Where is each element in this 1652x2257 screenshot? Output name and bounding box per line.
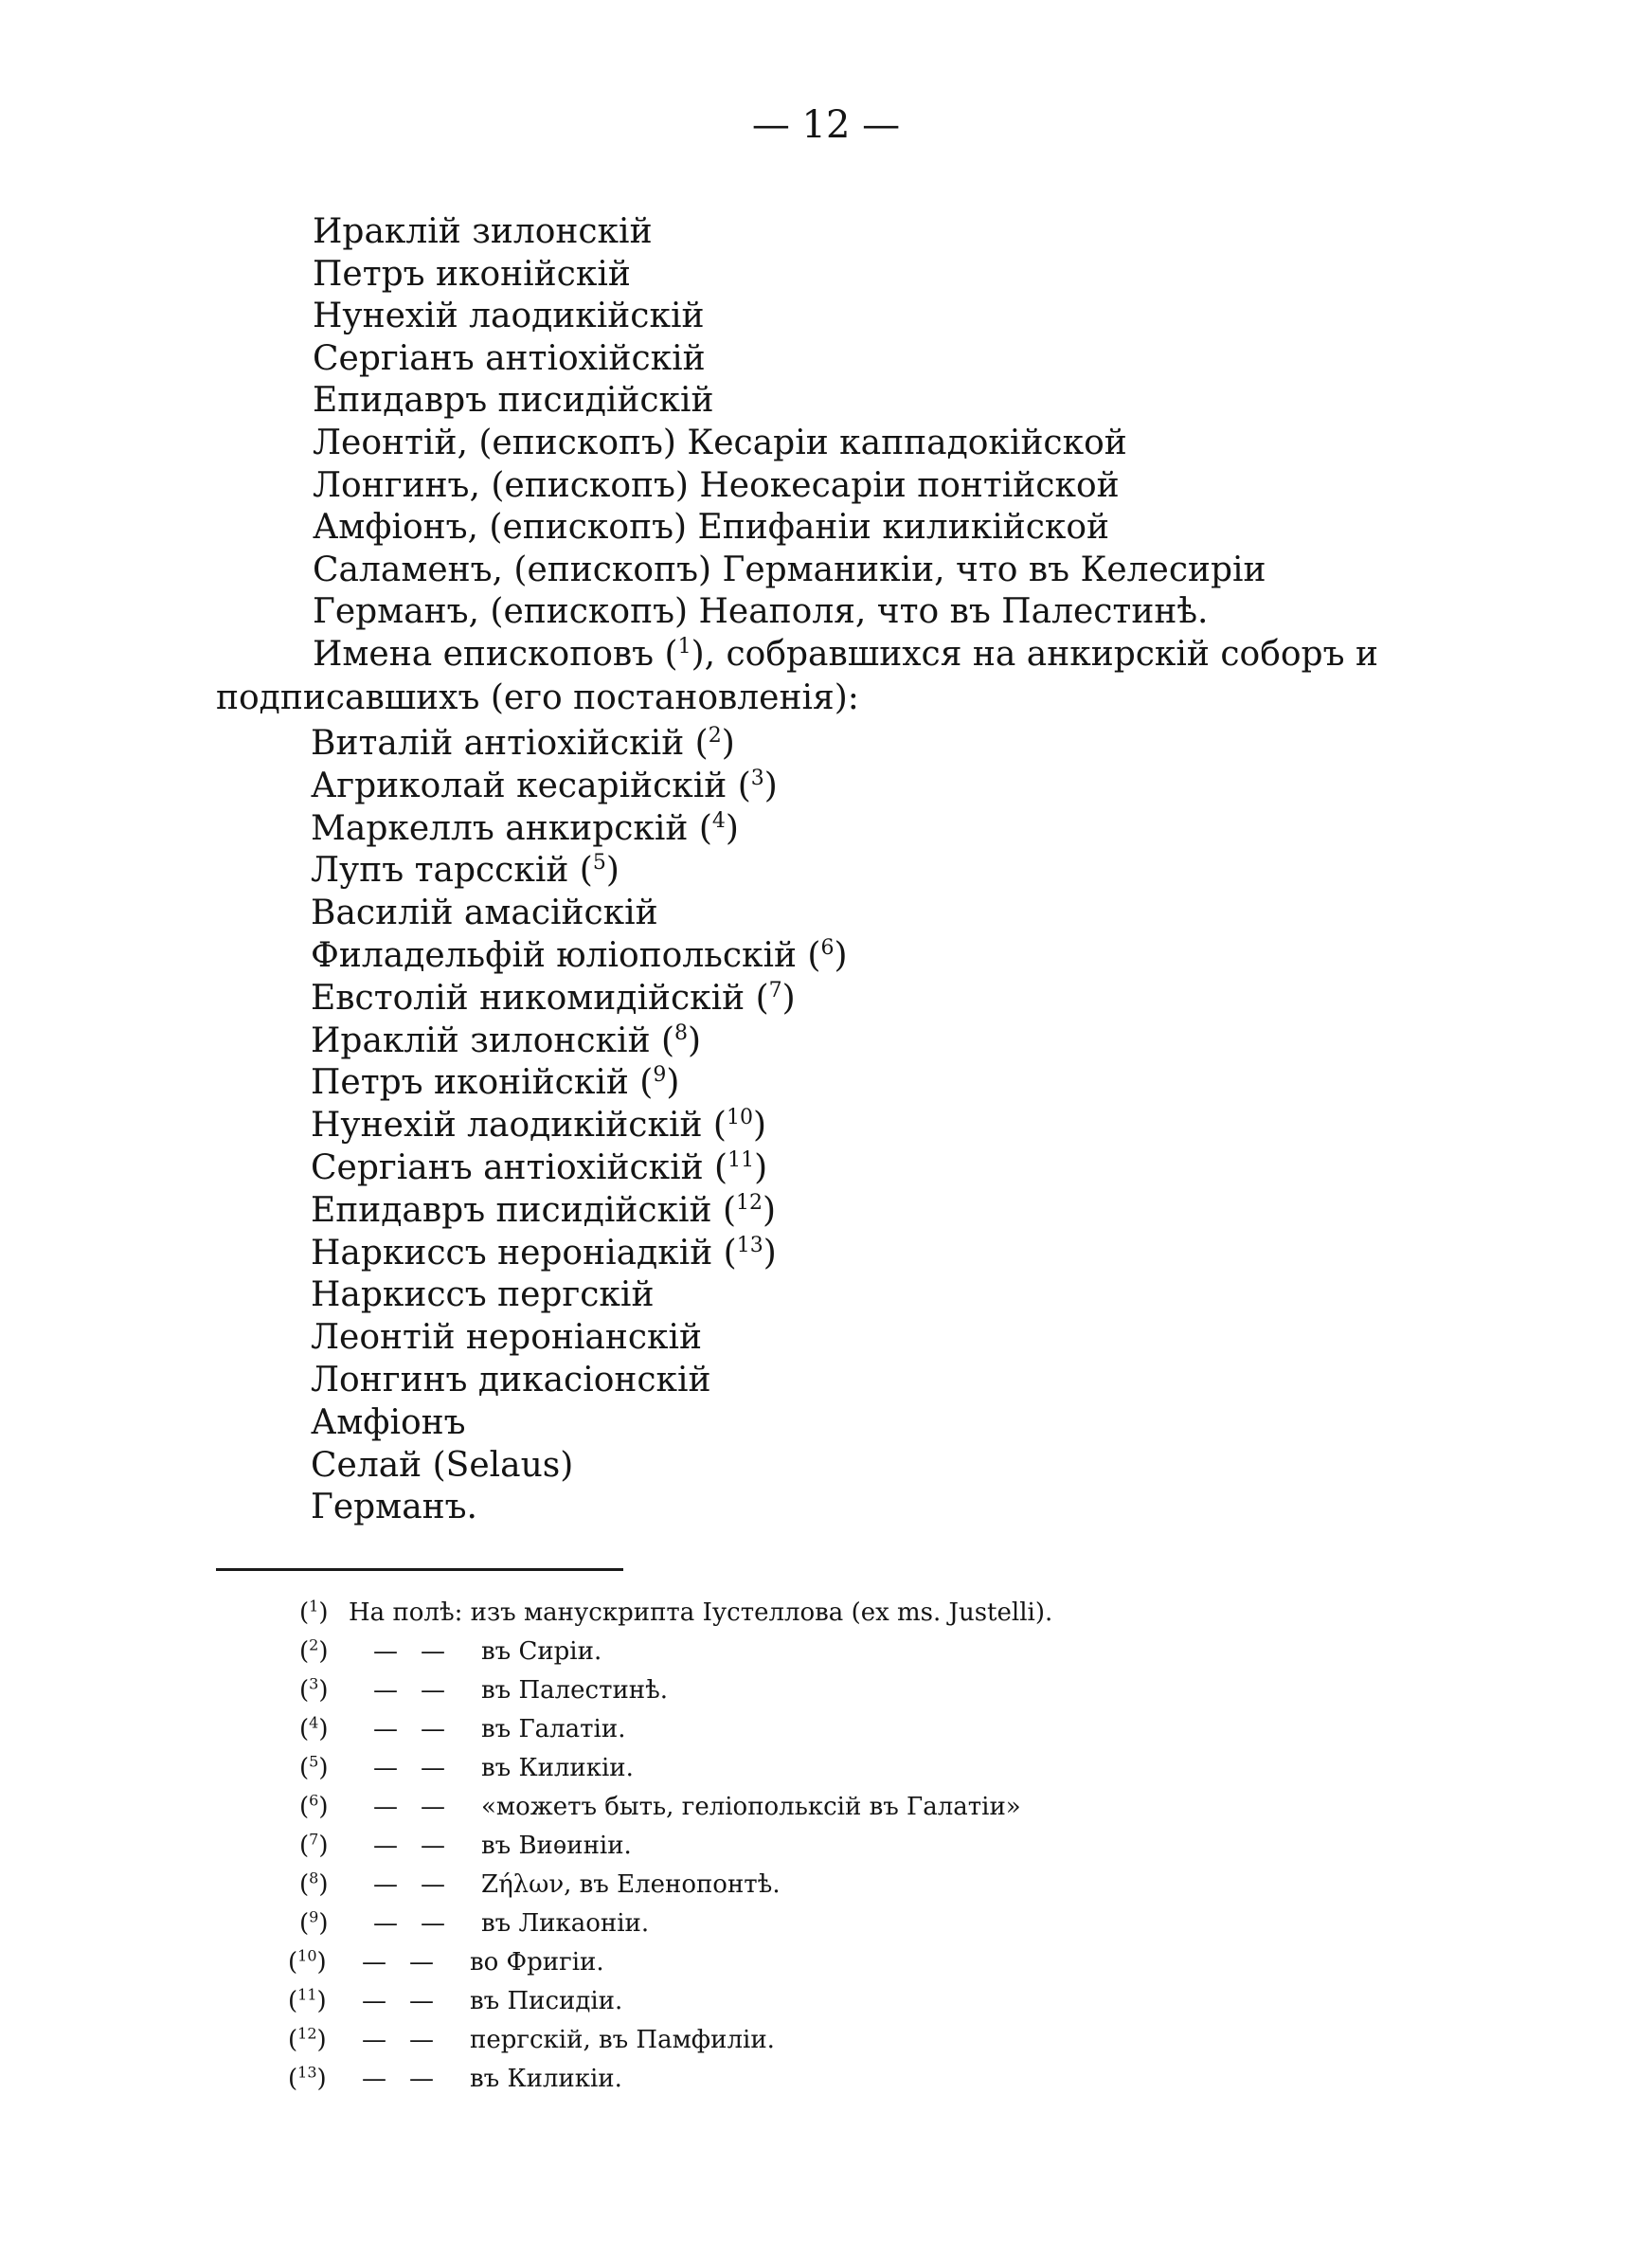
bishop-name: Василій амасійскій (311, 894, 658, 933)
list-bottom-item (311, 934, 848, 978)
footnote-number: 13 (297, 2063, 317, 2082)
footnote-mark (299, 1869, 375, 1900)
footnote-mark (299, 1908, 375, 1939)
footnote-ref: 11 (727, 1148, 755, 1172)
list-bottom-item (311, 1486, 477, 1529)
footnote-text: въ Галатіи. (481, 1715, 626, 1743)
footnote-number: 12 (297, 2024, 317, 2043)
open-paren: ( (299, 1715, 310, 1743)
footnote (299, 1753, 1247, 1783)
footnote-mark (288, 2064, 364, 2094)
closing-paren: ) (763, 1190, 777, 1230)
ditto-dash: — (409, 1987, 434, 2015)
bishop-name: Наркиссъ пергскій (311, 1275, 655, 1315)
closing-paren: ) (721, 724, 735, 763)
footnote-text: пергскій, въ Памфиліи. (470, 2026, 775, 2054)
footnote-ref: 8 (674, 1020, 689, 1045)
footnote-number: 10 (297, 1946, 317, 1965)
ditto-dash: — (362, 2026, 386, 2054)
bishop-name: Сергіанъ антіохійскій ( (311, 1148, 728, 1187)
footnote-mark (299, 1636, 375, 1667)
bishop-name: Наркиссъ нероніадкій ( (311, 1233, 737, 1273)
page-number: — 12 — (751, 103, 901, 147)
ditto-dash: — (373, 1870, 398, 1899)
closing-paren: ) (752, 1106, 767, 1146)
list-top-item: Епидавръ писидійскій (313, 381, 714, 421)
ditto-dash: — (421, 1832, 445, 1860)
open-paren: ( (299, 1870, 310, 1899)
list-top-item: Германъ, (епископъ) Неаполя, что въ Палестинѣ. (313, 592, 1209, 632)
open-paren: ( (299, 1832, 310, 1860)
open-paren: ( (299, 1676, 310, 1705)
footnote-ref: 10 (726, 1106, 753, 1130)
bishop-name: Нунехій лаодикійскій ( (311, 1106, 727, 1146)
ditto-dash: — (409, 2026, 434, 2054)
footnote-ref: 1 (677, 635, 691, 659)
footnote-mark (299, 1753, 375, 1783)
ditto-dash: — (421, 1870, 445, 1899)
footnote-mark (299, 1714, 375, 1744)
paragraph-text: ), собравшихся на анкирскій соборъ и (691, 635, 1378, 674)
bishop-name: Селай (Selaus) (311, 1445, 574, 1485)
footnote-text: Ζήλων, въ Еленопонтѣ. (481, 1870, 781, 1899)
ditto-dash: — (362, 1987, 386, 2015)
footnote-ref: 4 (711, 808, 726, 833)
footnote-mark (288, 2025, 364, 2055)
ditto-dash: — (373, 1909, 398, 1938)
bishop-name: Леонтій нероніанскій (311, 1318, 703, 1358)
footnote (299, 1598, 1247, 1628)
open-paren: ( (299, 1754, 310, 1782)
footnote-ref: 3 (750, 766, 764, 790)
footnote-mark (299, 1792, 375, 1822)
footnote-ref: 9 (653, 1063, 667, 1088)
footnote-number: 1 (309, 1597, 319, 1616)
closing-paren: ) (781, 978, 796, 1018)
list-top-item: Сергіанъ антіохійскій (313, 338, 706, 378)
close-paren: ) (318, 1793, 329, 1821)
closing-paren: ) (688, 1020, 702, 1060)
footnote-text: въ Сиріи. (481, 1637, 602, 1666)
ditto-dash: — (409, 1948, 434, 1977)
footnote (288, 2064, 1235, 2094)
ditto-dash: — (409, 2065, 434, 2093)
list-bottom-item (311, 722, 735, 766)
open-paren: ( (288, 1987, 298, 2015)
paragraph-line-1 (313, 633, 1378, 677)
footnote-number: 6 (309, 1791, 319, 1810)
list-bottom-item (311, 1020, 701, 1063)
ditto-dash: — (373, 1832, 398, 1860)
footnote-text: въ Ликаоніи. (481, 1909, 650, 1938)
open-paren: ( (299, 1637, 310, 1666)
footnote-number: 4 (309, 1713, 319, 1732)
close-paren: ) (316, 2065, 327, 2093)
close-paren: ) (316, 2026, 327, 2054)
ditto-dash: — (421, 1637, 445, 1666)
ditto-dash: — (373, 1793, 398, 1821)
open-paren: ( (299, 1793, 310, 1821)
footnote-ref: 5 (592, 851, 606, 876)
footnote (299, 1869, 1247, 1900)
close-paren: ) (316, 1987, 327, 2015)
bishop-name: Амфіонъ (311, 1402, 466, 1442)
footnote-text: «можетъ быть, геліопольксій въ Галатіи» (481, 1793, 1021, 1821)
footnote-ref: 12 (736, 1190, 763, 1215)
list-bottom-item (311, 1061, 679, 1105)
footnote-number: 8 (309, 1869, 319, 1887)
ditto-dash: — (373, 1754, 398, 1782)
open-paren: ( (288, 2065, 298, 2093)
list-bottom-item (311, 977, 796, 1020)
open-paren: ( (288, 2026, 298, 2054)
bishop-name: Евстолій никомидійскій ( (311, 978, 769, 1018)
footnote (299, 1792, 1247, 1822)
list-top-item: Петръ иконійскій (313, 254, 631, 294)
closing-paren: ) (754, 1148, 768, 1187)
list-top-item: Нунехій лаодикійскій (313, 297, 705, 336)
close-paren: ) (318, 1637, 329, 1666)
bishop-name: Лонгинъ дикасіонскій (311, 1361, 711, 1399)
list-bottom-item (311, 1316, 702, 1360)
footnote-mark (299, 1831, 375, 1861)
ditto-dash: — (421, 1676, 445, 1705)
list-bottom-item (311, 1359, 711, 1402)
footnote-text: во Фригіи. (470, 1948, 604, 1977)
list-top-item: Ираклій зилонскій (313, 212, 653, 251)
footnote-text: въ Киликіи. (470, 2065, 622, 2093)
footnote (299, 1908, 1247, 1939)
footnote (299, 1675, 1247, 1706)
footnote-text: На полѣ: изъ манускрипта Іустеллова (ex ms. Justelli). (349, 1598, 1053, 1627)
ditto-dash: — (421, 1909, 445, 1938)
open-paren: ( (299, 1598, 310, 1627)
list-bottom-item (311, 1273, 654, 1317)
list-top-item: Саламенъ, (епископъ) Германикіи, что въ Келесиріи (313, 550, 1266, 589)
ditto-dash: — (362, 2065, 386, 2093)
bishop-name: Виталій антіохійскій ( (311, 724, 709, 763)
bishop-name: Маркеллъ анкирскій ( (311, 808, 712, 848)
bishop-name: Филадельфій юліопольскій ( (311, 936, 821, 975)
closing-paren: ) (834, 936, 848, 975)
footnote-ref: 13 (736, 1233, 763, 1257)
closing-paren: ) (605, 851, 620, 891)
list-bottom-item (311, 765, 778, 808)
footnote-mark (288, 1986, 364, 2016)
footnote-text: въ Палестинѣ. (481, 1676, 669, 1705)
paragraph-text: Имена епископовъ ( (313, 635, 678, 674)
footnote (299, 1831, 1247, 1861)
footnote-mark (288, 1947, 364, 1977)
ditto-dash: — (421, 1754, 445, 1782)
ditto-dash: — (373, 1676, 398, 1705)
ditto-dash: — (373, 1637, 398, 1666)
close-paren: ) (318, 1870, 329, 1899)
footnote-number: 2 (309, 1635, 319, 1654)
footnote-number: 7 (309, 1830, 319, 1849)
close-paren: ) (318, 1676, 329, 1705)
footnote-text: въ Киликіи. (481, 1754, 634, 1782)
list-top-item: Амфіонъ, (епископъ) Епифаніи киликійской (313, 508, 1110, 548)
bishop-name: Ираклій зилонскій ( (311, 1020, 675, 1060)
footnote (299, 1636, 1247, 1667)
list-bottom-item (311, 1189, 776, 1233)
bishop-name: Германъ. (311, 1488, 477, 1527)
footnote-number: 9 (309, 1907, 319, 1926)
list-bottom-item (311, 1104, 766, 1147)
closing-paren: ) (763, 766, 778, 805)
open-paren: ( (288, 1948, 298, 1977)
footnote (288, 1986, 1235, 2016)
list-bottom-item (311, 849, 620, 893)
footnote-number: 3 (309, 1674, 319, 1693)
footnote (288, 1947, 1235, 1977)
list-bottom-item (311, 892, 658, 935)
close-paren: ) (318, 1598, 329, 1627)
list-bottom-item (311, 807, 739, 851)
footnote-ref: 2 (708, 724, 722, 748)
paragraph-line-2: подписавшихъ (его постановленія): (216, 678, 859, 717)
footnote-number: 11 (297, 1985, 317, 2004)
ditto-dash: — (373, 1715, 398, 1743)
footnote-ref: 6 (820, 936, 835, 960)
footnote-separator (216, 1568, 623, 1571)
list-bottom-item (311, 1232, 777, 1275)
bishop-name: Епидавръ писидійскій ( (311, 1190, 737, 1230)
footnote-number: 5 (309, 1752, 319, 1771)
bishop-name: Агриколай кесарійскій ( (311, 766, 751, 805)
close-paren: ) (316, 1948, 327, 1977)
footnote (288, 2025, 1235, 2055)
list-top-item: Леонтій, (епископъ) Кесаріи каппадокійской (313, 424, 1127, 462)
closing-paren: ) (725, 808, 739, 848)
close-paren: ) (318, 1715, 329, 1743)
list-top-item: Лонгинъ, (епископъ) Неокесаріи понтійской (313, 465, 1120, 505)
list-bottom-item (311, 1401, 466, 1445)
footnote-mark (299, 1675, 375, 1706)
bishop-name: Петръ иконійскій ( (311, 1063, 654, 1103)
list-bottom-item (311, 1444, 573, 1488)
close-paren: ) (318, 1909, 329, 1938)
bishop-name: Лупъ тарсскій ( (311, 851, 593, 891)
close-paren: ) (318, 1754, 329, 1782)
footnote-text: въ Виѳиніи. (481, 1832, 632, 1860)
close-paren: ) (318, 1832, 329, 1860)
closing-paren: ) (763, 1233, 777, 1273)
closing-paren: ) (666, 1063, 680, 1103)
list-bottom-item (311, 1147, 767, 1190)
footnote-text: въ Писидіи. (470, 1987, 623, 2015)
footnote (299, 1714, 1247, 1744)
ditto-dash: — (421, 1715, 445, 1743)
ditto-dash: — (421, 1793, 445, 1821)
open-paren: ( (299, 1909, 310, 1938)
ditto-dash: — (362, 1948, 386, 1977)
footnote-ref: 7 (768, 978, 782, 1002)
